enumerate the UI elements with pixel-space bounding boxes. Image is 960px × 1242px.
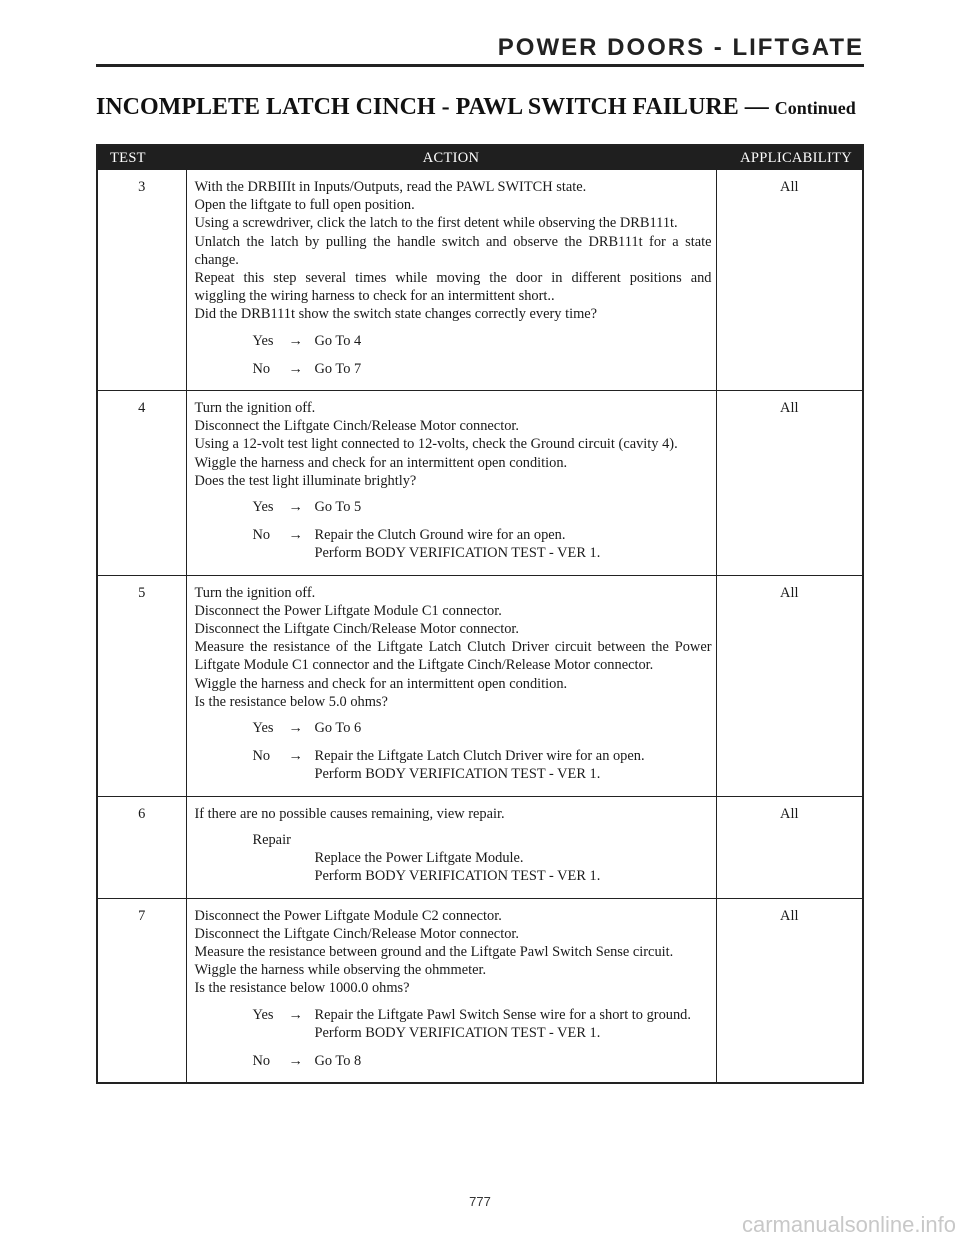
outcome-answer: No bbox=[252, 1052, 271, 1069]
column-header-action: ACTION bbox=[186, 145, 716, 170]
action-line: Wiggle the harness while observing the ohmmeter. bbox=[194, 962, 487, 979]
repair-line: Perform BODY VERIFICATION TEST - VER 1. bbox=[314, 868, 601, 885]
action-cell bbox=[186, 170, 716, 391]
applicability-cell: All bbox=[780, 179, 799, 195]
arrow-icon: → bbox=[288, 527, 303, 544]
table-row bbox=[97, 796, 863, 898]
outcome-result bbox=[315, 332, 362, 350]
column-header-test: TEST bbox=[97, 145, 186, 170]
outcome-no bbox=[195, 747, 712, 783]
outcome-line: Go To 4 bbox=[314, 332, 362, 349]
action-line: Repeat this step several times while moving the door in different positions and bbox=[194, 270, 712, 287]
arrow-icon: → bbox=[288, 499, 303, 516]
action-line: Disconnect the Liftgate Cinch/Release Motor connector. bbox=[194, 925, 519, 942]
table-header-row bbox=[97, 145, 863, 170]
outcome-result bbox=[315, 526, 601, 562]
outcome-answer: No bbox=[252, 360, 271, 377]
action-line: Disconnect the Liftgate Cinch/Release Motor connector. bbox=[194, 621, 519, 638]
action-line: Does the test light illuminate brightly? bbox=[194, 472, 417, 489]
outcome-yes bbox=[195, 719, 712, 737]
outcome-yes bbox=[195, 498, 712, 516]
applicability-cell: All bbox=[716, 391, 863, 576]
action-line: Liftgate Module C1 connector and the Liftgate Cinch/Release Motor connector. bbox=[194, 657, 654, 674]
table-row bbox=[97, 575, 863, 796]
outcome-answer: Yes bbox=[252, 720, 274, 737]
table-body bbox=[97, 170, 863, 1083]
outcome-result bbox=[315, 719, 362, 737]
action-line: Open the liftgate to full open position. bbox=[194, 197, 415, 214]
repair-block bbox=[195, 831, 712, 886]
table-row bbox=[97, 170, 863, 391]
section-title bbox=[96, 94, 856, 121]
section-title-continued: Continued bbox=[774, 98, 856, 118]
diagnostic-table bbox=[96, 144, 864, 1084]
repair-label: Repair bbox=[252, 831, 291, 848]
outcome-line: Perform BODY VERIFICATION TEST - VER 1. bbox=[314, 766, 601, 783]
outcome-answer: No bbox=[252, 527, 271, 544]
arrow-icon: → bbox=[288, 1006, 303, 1023]
applicability-cell: All bbox=[716, 796, 863, 898]
outcome-result bbox=[315, 747, 645, 783]
table-row bbox=[97, 391, 863, 576]
outcome-line: Go To 6 bbox=[314, 720, 362, 737]
test-number: 3 bbox=[97, 170, 186, 391]
watermark: carmanualsonline.info bbox=[741, 1212, 956, 1237]
repair-line: Replace the Power Liftgate Module. bbox=[314, 850, 524, 867]
outcome-line: Perform BODY VERIFICATION TEST - VER 1. bbox=[314, 545, 601, 562]
action-line: Did the DRB111t show the switch state changes correctly every time? bbox=[194, 306, 598, 323]
arrow-icon: → bbox=[288, 1052, 303, 1069]
action-line: Is the resistance below 1000.0 ohms? bbox=[194, 980, 410, 997]
action-line: Measure the resistance of the Liftgate Latch Clutch Driver circuit between the Power bbox=[194, 639, 712, 656]
page-number: 777 bbox=[469, 1194, 491, 1209]
outcome-yes bbox=[195, 1006, 712, 1042]
arrow-icon: → bbox=[288, 720, 303, 737]
action-line: Wiggle the harness and check for an intermittent open condition. bbox=[194, 454, 568, 471]
action-cell bbox=[186, 898, 716, 1083]
action-cell bbox=[186, 796, 716, 898]
action-line: Measure the resistance between ground and the Liftgate Pawl Switch Sense circuit. bbox=[194, 943, 674, 960]
page-header-title: POWER DOORS - LIFTGATE bbox=[497, 34, 864, 61]
action-line: Unlatch the latch by pulling the handle switch and observe the DRB111t for a state bbox=[194, 233, 712, 250]
outcome-answer: Yes bbox=[252, 332, 274, 349]
action-line: Wiggle the harness and check for an intermittent open condition. bbox=[194, 675, 568, 692]
arrow-icon: → bbox=[288, 332, 303, 349]
outcome-no bbox=[195, 1052, 712, 1070]
action-line: Turn the ignition off. bbox=[194, 584, 316, 601]
outcome-answer: Yes bbox=[252, 1006, 274, 1023]
outcome-result bbox=[315, 498, 362, 516]
action-line: Disconnect the Power Liftgate Module C2 connector. bbox=[194, 907, 502, 924]
arrow-icon: → bbox=[288, 748, 303, 765]
section-title-main: INCOMPLETE LATCH CINCH - PAWL SWITCH FAILURE — bbox=[96, 94, 769, 120]
action-line: Turn the ignition off. bbox=[194, 400, 316, 417]
applicability-cell: All bbox=[716, 575, 863, 796]
action-line: Disconnect the Liftgate Cinch/Release Motor connector. bbox=[194, 418, 519, 435]
outcome-no bbox=[195, 360, 712, 378]
outcome-line: Repair the Liftgate Latch Clutch Driver wire for an open. bbox=[314, 748, 645, 765]
action-line: With the DRBIIIt in Inputs/Outputs, read the PAWL SWITCH state. bbox=[194, 179, 587, 195]
action-line: change. bbox=[194, 251, 239, 268]
action-cell bbox=[186, 575, 716, 796]
arrow-icon: → bbox=[288, 360, 303, 377]
action-line: If there are no possible causes remaining, view repair. bbox=[194, 805, 505, 822]
action-line: Using a screwdriver, click the latch to the first detent while observing the DRB111t. bbox=[194, 215, 678, 232]
table-row bbox=[97, 898, 863, 1083]
action-cell bbox=[186, 391, 716, 576]
outcome-answer: Yes bbox=[252, 499, 274, 516]
outcome-line: Perform BODY VERIFICATION TEST - VER 1. bbox=[314, 1024, 601, 1041]
outcome-yes bbox=[195, 332, 712, 350]
test-number: 5 bbox=[97, 575, 186, 796]
outcome-line: Repair the Clutch Ground wire for an open. bbox=[314, 527, 566, 544]
action-line: Disconnect the Power Liftgate Module C1 connector. bbox=[194, 602, 502, 619]
outcome-result bbox=[315, 360, 362, 378]
header-divider bbox=[96, 64, 864, 67]
action-line: wiggling the wiring harness to check for an intermittent short.. bbox=[194, 288, 555, 305]
action-line: Is the resistance below 5.0 ohms? bbox=[194, 693, 388, 710]
outcome-result bbox=[315, 1052, 362, 1070]
outcome-line: Go To 7 bbox=[314, 360, 362, 377]
outcome-answer: No bbox=[252, 748, 271, 765]
outcome-line: Go To 5 bbox=[314, 499, 362, 516]
outcome-result bbox=[315, 1006, 691, 1042]
action-line: Using a 12-volt test light connected to 12-volts, check the Ground circuit (cavity 4). bbox=[194, 436, 678, 453]
column-header-applicability: APPLICABILITY bbox=[716, 145, 863, 170]
outcome-line: Go To 8 bbox=[314, 1052, 362, 1069]
test-number: 6 bbox=[97, 796, 186, 898]
test-number: 4 bbox=[97, 391, 186, 576]
outcome-no bbox=[195, 526, 712, 562]
outcome-line: Repair the Liftgate Pawl Switch Sense wire for a short to ground. bbox=[314, 1006, 691, 1023]
test-number: 7 bbox=[97, 898, 186, 1083]
applicability-cell: All bbox=[716, 898, 863, 1083]
